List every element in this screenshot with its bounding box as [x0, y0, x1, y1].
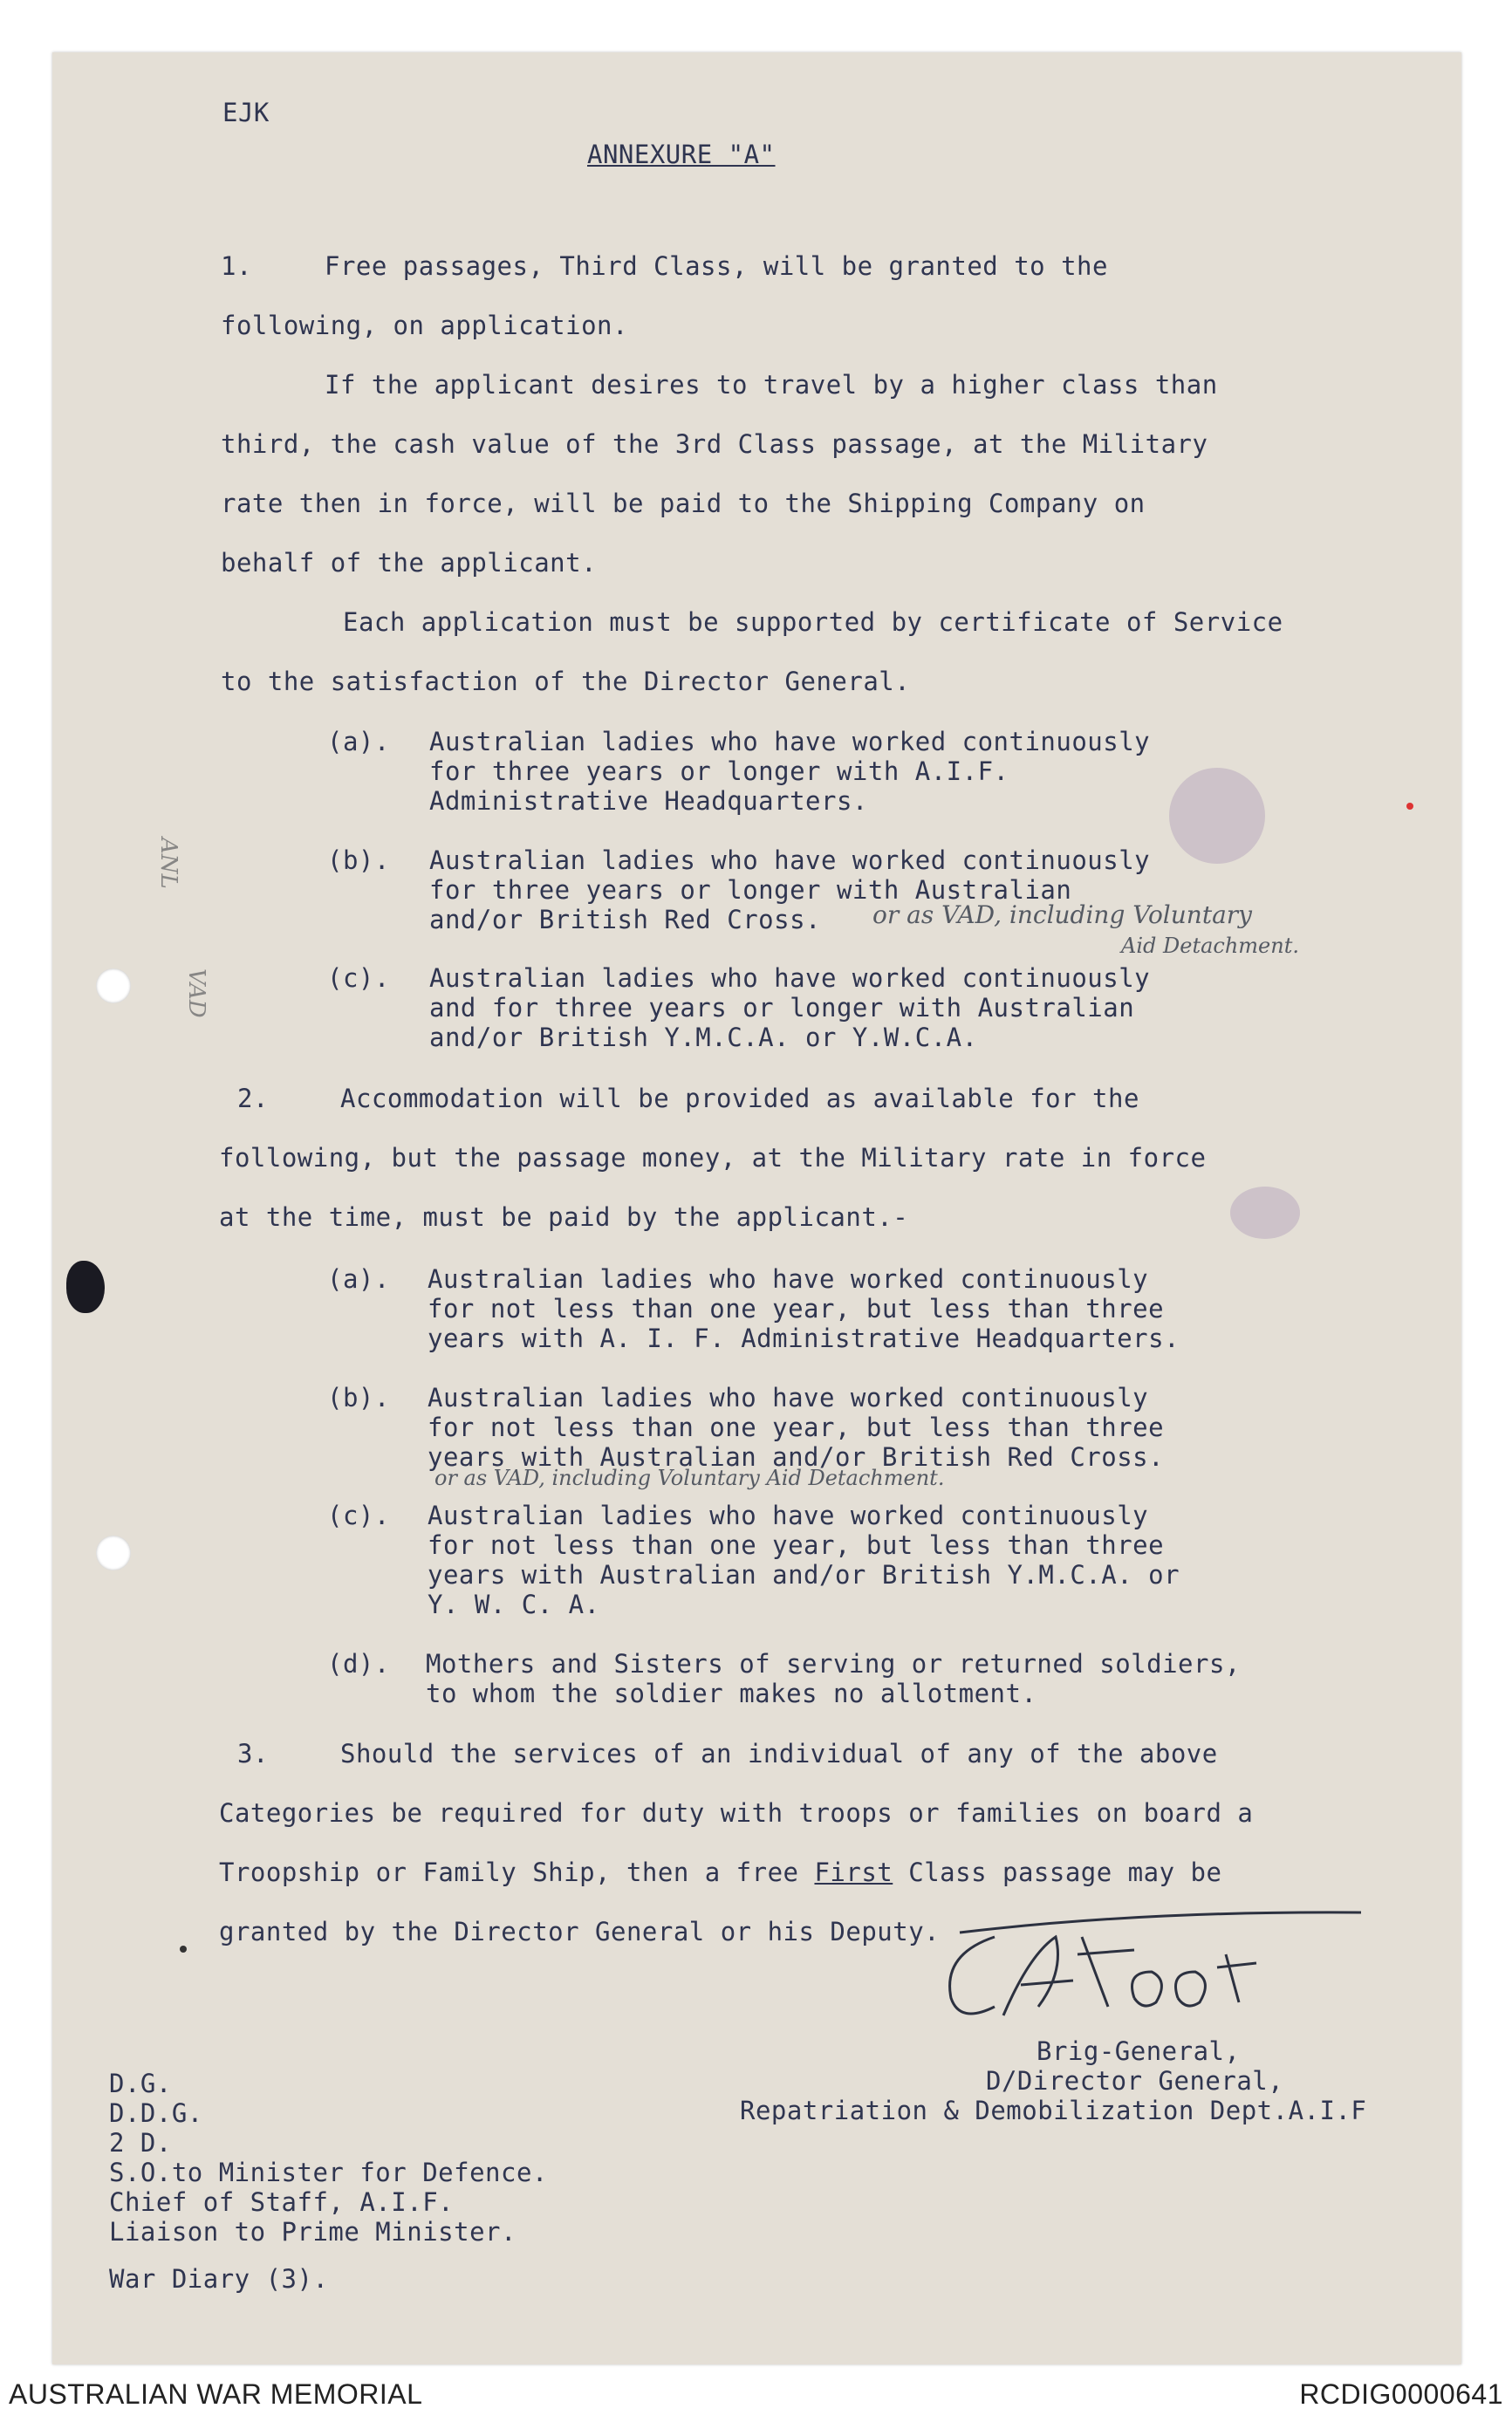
item-line: to whom the soldier makes no allotment.: [426, 1679, 1037, 1708]
item-line: for three years or longer with A.I.F.: [429, 756, 1009, 786]
signature-title: D/Director General,: [986, 2066, 1284, 2096]
item-line: Australian ladies who have worked continuously: [429, 845, 1151, 875]
item-line: and/or British Red Cross.: [429, 905, 821, 934]
punch-hole: [96, 1536, 131, 1570]
item-line: for three years or longer with Australian: [429, 875, 1072, 905]
section-3-line-3-start: Troopship or Family Ship, then a free: [219, 1858, 815, 1887]
item-line: Australian ladies who have worked continuously: [428, 1501, 1149, 1530]
margin-mark: VAD: [183, 968, 209, 1018]
section-2-line: at the time, must be paid by the applicant.-: [219, 1202, 909, 1232]
item-line: Australian ladies who have worked continuously: [428, 1264, 1149, 1294]
section-1-para-2-line: behalf of the applicant.: [221, 548, 598, 578]
distribution-item: Liaison to Prime Minister.: [109, 2217, 517, 2247]
section-1-para-2-line: third, the cash value of the 3rd Class passage, at the Military: [221, 429, 1208, 459]
ink-speck: [180, 1946, 187, 1953]
item-label: (b).: [327, 845, 390, 875]
section-1-number: 1.: [221, 251, 252, 281]
item-label: (d).: [327, 1649, 390, 1679]
handwritten-note: or as VAD, including Voluntary: [872, 900, 1252, 929]
footer-source: AUSTRALIAN WAR MEMORIAL: [9, 2378, 423, 2410]
section-3-line-4: granted by the Director General or his Deputy.: [219, 1917, 941, 1946]
footer-record-id: RCDIG0000641: [1299, 2378, 1503, 2410]
item-label: (a).: [327, 727, 390, 756]
distribution-item: S.O.to Minister for Defence.: [109, 2158, 548, 2187]
first-class-underlined: First: [814, 1858, 893, 1887]
red-speck: [1406, 803, 1413, 810]
item-line: Australian ladies who have worked continuously: [429, 727, 1151, 756]
section-3-number: 3.: [237, 1739, 269, 1769]
item-line: for not less than one year, but less than three: [428, 1413, 1165, 1442]
item-line: Y. W. C. A.: [428, 1590, 600, 1619]
distribution-item: Chief of Staff, A.I.F.: [109, 2187, 455, 2217]
ink-blot: [66, 1261, 105, 1313]
section-1-line-2: following, on application.: [221, 311, 628, 340]
item-line: years with Australian and/or British Y.M.C.A. or: [428, 1560, 1180, 1590]
signature-department: Repatriation & Demobilization Dept.A.I.F: [740, 2096, 1367, 2125]
section-1-para-2-line: If the applicant desires to travel by a higher class than: [325, 370, 1218, 400]
section-2-number: 2.: [237, 1084, 269, 1113]
stamp-mark: [1230, 1187, 1300, 1239]
item-line: years with Australian and/or British Red Cross.: [428, 1442, 1165, 1472]
margin-mark: ANL: [155, 838, 181, 889]
signature-rank: Brig-General,: [1037, 2036, 1241, 2066]
distribution-item: War Diary (3).: [109, 2264, 329, 2294]
handwritten-note: Aid Detachment.: [1121, 934, 1299, 958]
item-line: Australian ladies who have worked continuously: [428, 1383, 1149, 1413]
section-2-line-1: Accommodation will be provided as available for the: [340, 1084, 1139, 1113]
page-title: ANNEXURE "A": [587, 140, 776, 169]
item-label: (c).: [327, 1501, 390, 1530]
section-2-line: following, but the passage money, at the Military rate in force: [219, 1143, 1207, 1173]
section-3-line-3: [219, 1858, 1221, 1887]
section-1-para-2-line: rate then in force, will be paid to the Shipping Company on: [221, 489, 1146, 518]
item-label: (b).: [327, 1383, 390, 1413]
section-1-line-1: Free passages, Third Class, will be granted to the: [325, 251, 1108, 281]
item-line: years with A. I. F. Administrative Headquarters.: [428, 1324, 1180, 1353]
distribution-item: 2 D.: [109, 2128, 172, 2158]
punch-hole: [96, 968, 131, 1003]
distribution-item: D.G.: [109, 2069, 172, 2098]
item-line: Administrative Headquarters.: [429, 786, 868, 816]
item-label: (a).: [327, 1264, 390, 1294]
signature-scribble: [925, 1902, 1379, 2042]
section-1-para-3-line: Each application must be supported by certificate of Service: [343, 607, 1283, 637]
section-3-line-2: Categories be required for duty with troops or families on board a: [219, 1798, 1254, 1828]
distribution-item: D.D.G.: [109, 2098, 203, 2128]
item-label: (c).: [327, 963, 390, 993]
item-line: for not less than one year, but less than three: [428, 1294, 1165, 1324]
item-line: and/or British Y.M.C.A. or Y.W.C.A.: [429, 1023, 978, 1052]
stamp-mark: [1169, 768, 1265, 864]
item-line: Mothers and Sisters of serving or returned soldiers,: [426, 1649, 1241, 1679]
initials: EJK: [222, 98, 270, 127]
section-3-line-3-end: Class passage may be: [893, 1858, 1222, 1887]
item-line: for not less than one year, but less than three: [428, 1530, 1165, 1560]
item-line: and for three years or longer with Australian: [429, 993, 1135, 1023]
section-3-line-1: Should the services of an individual of any of the above: [340, 1739, 1218, 1769]
handwritten-note: or as VAD, including Voluntary Aid Detachment.: [434, 1466, 945, 1490]
item-line: Australian ladies who have worked continuously: [429, 963, 1151, 993]
section-1-para-3-line: to the satisfaction of the Director General.: [221, 667, 911, 696]
